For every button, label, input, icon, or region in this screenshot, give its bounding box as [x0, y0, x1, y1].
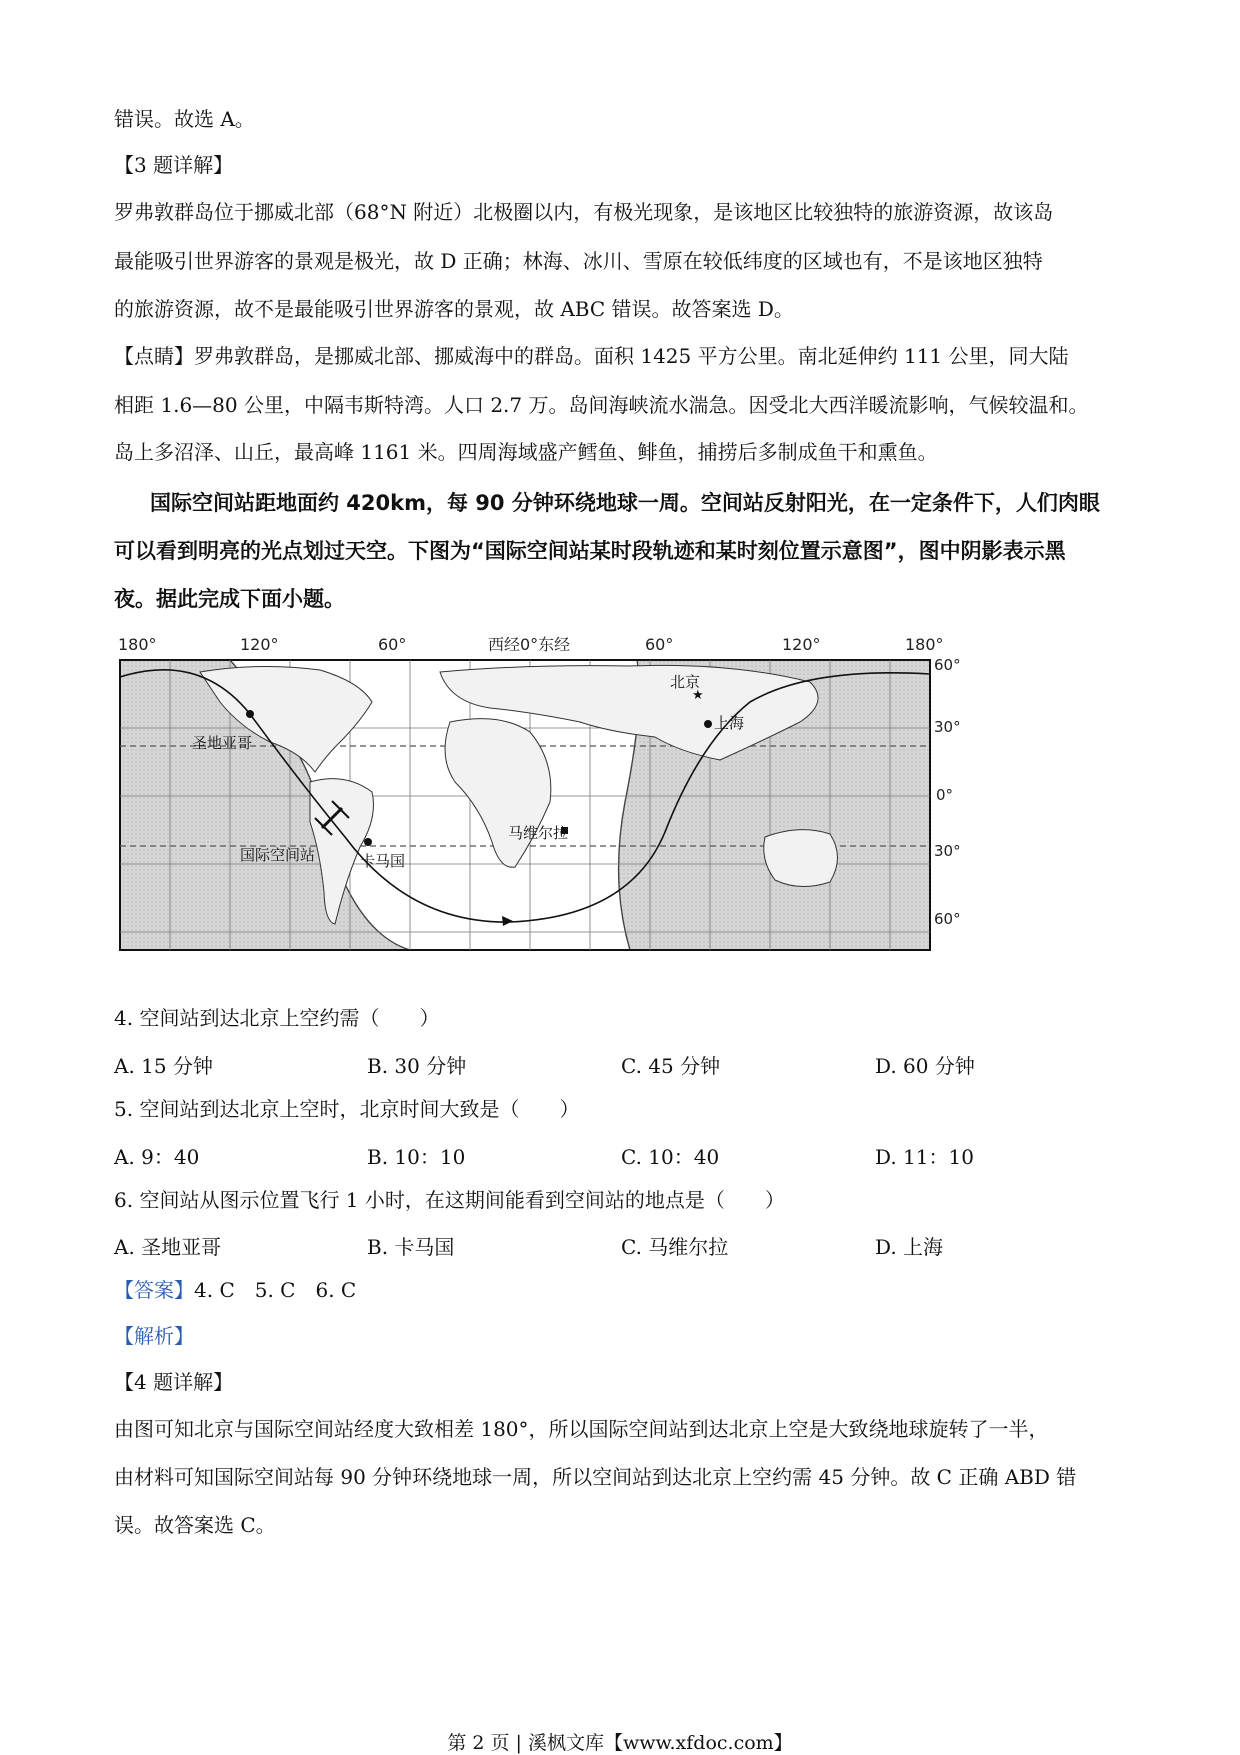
- prev-tail: 错误。故选 A。: [114, 107, 255, 131]
- question-stem: 4. 空间站到达北京上空约需（ ）: [114, 1006, 440, 1030]
- q4-line: 由图可知北京与国际空间站经度大致相差 180°，所以国际空间站到达北京上空是大致绕地球旋转了一半，: [114, 1417, 1049, 1441]
- dianjing-line: 相距 1.6—80 公里，中隔韦斯特湾。人口 2.7 万。岛间海峡流水湍急。因受北大西洋暖流影响，气候较温和。: [114, 393, 1089, 417]
- shanghai-dot: [704, 720, 712, 728]
- option-a[interactable]: A. 9：40: [114, 1145, 200, 1169]
- africa-shape: [445, 719, 551, 868]
- q3-line: 的旅游资源，故不是最能吸引世界游客的景观，故 ABC 错误。故答案选 D。: [114, 297, 794, 321]
- lon-label: 180°: [905, 635, 944, 654]
- option-d[interactable]: D. 11：10: [875, 1145, 974, 1169]
- dianjing-line: 【点睛】罗弗敦群岛，是挪威北部、挪威海中的群岛。面积 1425 平方公里。南北延伸约 111 公里，同大陆: [114, 344, 1069, 368]
- orbit-direction-arrow: [502, 916, 513, 926]
- place-label: 国际空间站: [240, 846, 316, 864]
- q4-line: 误。故答案选 C。: [114, 1513, 276, 1537]
- material-line: 国际空间站距地面约 420km，每 90 分钟环绕地球一周。空间站反射阳光，在一定条件下，人们肉眼: [150, 491, 1100, 515]
- iss-orbit-map: [110, 632, 970, 952]
- place-label: 卡马国: [360, 852, 406, 870]
- material-line: 夜。据此完成下面小题。: [114, 587, 345, 611]
- option-a[interactable]: A. 15 分钟: [114, 1054, 213, 1078]
- option-b[interactable]: B. 30 分钟: [367, 1054, 467, 1078]
- lon-label: 西经0°东经: [488, 635, 571, 654]
- place-label: 马维尔拉: [508, 824, 569, 842]
- lon-label: 120°: [240, 635, 279, 654]
- analysis-label: 【解析】: [114, 1324, 194, 1348]
- option-c[interactable]: C. 马维尔拉: [621, 1235, 729, 1259]
- answer-text: 4. C 5. C 6. C: [194, 1278, 357, 1302]
- option-b[interactable]: B. 10：10: [367, 1145, 466, 1169]
- q3-header: 【3 题详解】: [114, 153, 234, 177]
- option-b[interactable]: B. 卡马国: [367, 1235, 455, 1259]
- q4-header: 【4 题详解】: [114, 1370, 234, 1394]
- dianjing-line: 岛上多沼泽、山丘，最高峰 1161 米。四周海域盛产鳕鱼、鲱鱼，捕捞后多制成鱼干和熏鱼。: [114, 440, 938, 464]
- page-footer: 第 2 页 | 溪枫文库【www.xfdoc.com】: [447, 1732, 793, 1754]
- lon-label: 180°: [118, 635, 157, 654]
- lat-label: 30°: [934, 842, 961, 860]
- question-stem: 5. 空间站到达北京上空时，北京时间大致是（ ）: [114, 1097, 580, 1121]
- lat-label: 60°: [934, 656, 961, 674]
- lat-label: 60°: [934, 910, 961, 928]
- lon-label: 60°: [378, 635, 407, 654]
- lat-label: 0°: [936, 786, 954, 804]
- option-d[interactable]: D. 60 分钟: [875, 1054, 975, 1078]
- q3-line: 罗弗敦群岛位于挪威北部（68°N 附近）北极圈以内，有极光现象，是该地区比较独特的旅游资源，故该岛: [114, 200, 1054, 224]
- place-label: 上海: [714, 714, 745, 732]
- option-c[interactable]: C. 45 分钟: [621, 1054, 721, 1078]
- kama-dot: [364, 838, 372, 846]
- australia-shape: [764, 830, 838, 887]
- material-line: 可以看到明亮的光点划过天空。下图为“国际空间站某时段轨迹和某时刻位置示意图”，图中阴影表示黑: [114, 539, 1066, 563]
- beijing-star-icon: ★: [692, 688, 704, 703]
- lat-label: 30°: [934, 718, 961, 736]
- q4-line: 由材料可知国际空间站每 90 分钟环绕地球一周，所以空间站到达北京上空约需 45 分钟。故 C 正确 ABD 错: [114, 1465, 1077, 1489]
- q3-line: 最能吸引世界游客的景观是极光，故 D 正确；林海、冰川、雪原在较低纬度的区域也有，不是该地区独特: [114, 249, 1043, 273]
- lon-label: 60°: [645, 635, 674, 654]
- option-a[interactable]: A. 圣地亚哥: [114, 1235, 222, 1259]
- question-stem: 6. 空间站从图示位置飞行 1 小时，在这期间能看到空间站的地点是（ ）: [114, 1188, 785, 1212]
- option-d[interactable]: D. 上海: [875, 1235, 944, 1259]
- answer-line: [114, 1275, 356, 1305]
- lon-label: 120°: [782, 635, 821, 654]
- place-label: 圣地亚哥: [192, 734, 253, 752]
- place-label: 北京: [670, 673, 701, 691]
- answer-label: 【答案】: [114, 1278, 194, 1302]
- sandiego-dot: [246, 710, 254, 718]
- option-c[interactable]: C. 10：40: [621, 1145, 720, 1169]
